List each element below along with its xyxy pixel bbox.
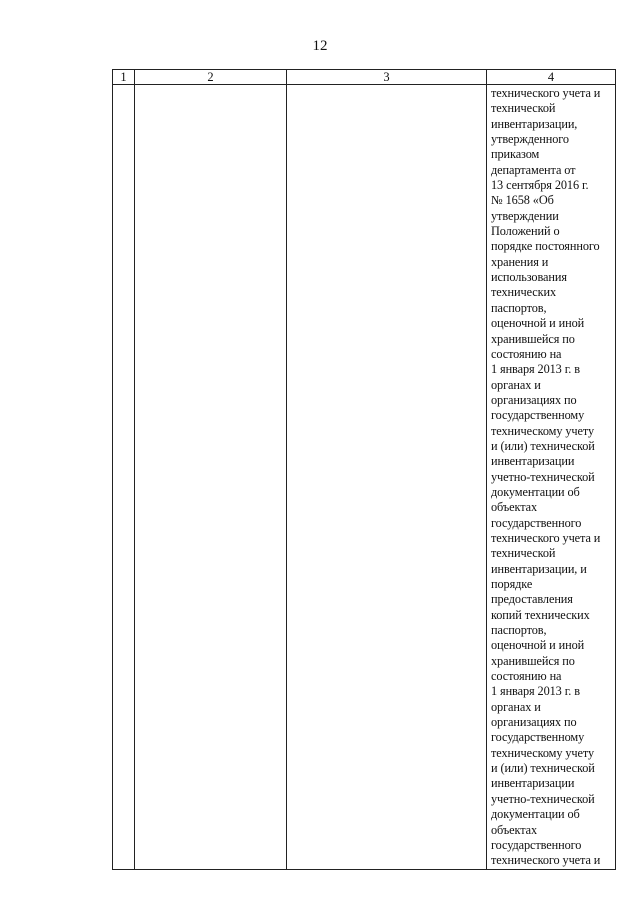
column-header-1: 1 [113, 70, 135, 85]
text-line: хранившейся по [491, 653, 575, 668]
text-line: технического учета и [491, 530, 601, 545]
text-line: технических [491, 285, 556, 300]
text-line: инвентаризации, и [491, 561, 587, 576]
text-line: порядке постоянного [491, 239, 600, 254]
text-line: № 1658 «Об [491, 193, 554, 208]
text-line: инвентаризации [491, 454, 575, 469]
text-line: органах и [491, 377, 541, 392]
text-line: технической [491, 101, 556, 116]
text-line: технического учета и [491, 853, 601, 868]
text-line: использования [491, 270, 567, 285]
text-line: хранившейся по [491, 331, 575, 346]
text-line: технической [491, 546, 556, 561]
text-line: государственному [491, 730, 585, 745]
text-line: 1 января 2013 г. в [491, 684, 580, 699]
text-line: предоставления [491, 592, 573, 607]
text-line: состоянию на [491, 346, 562, 361]
text-line: порядке [491, 577, 533, 591]
text-line: организациях по [491, 392, 577, 407]
text-line: учетно-технической [491, 791, 595, 806]
text-line: оценочной и иной [491, 316, 585, 331]
text-line: оценочной и иной [491, 638, 585, 653]
page-number: 12 [312, 38, 328, 54]
document-table [112, 69, 616, 870]
text-line: Положений о [491, 224, 560, 239]
text-line: 13 сентября 2016 г. [491, 178, 589, 193]
text-line: технического учета и [491, 86, 601, 100]
text-line: хранения и [491, 254, 549, 269]
text-line: учетно-технической [491, 469, 595, 484]
text-line: утверждении [491, 208, 559, 223]
column-header-4: 4 [487, 70, 616, 85]
text-line: государственного [491, 515, 582, 530]
text-line: паспортов, [491, 300, 547, 315]
cell-col-4-text [487, 85, 615, 869]
text-line: копий технических [491, 607, 590, 622]
text-line: 1 января 2013 г. в [491, 362, 580, 377]
text-line: и (или) технической [491, 761, 595, 776]
text-line: паспортов, [491, 623, 547, 638]
column-header-3: 3 [287, 70, 487, 85]
text-line: утвержденного [491, 132, 569, 147]
text-line: объектах [491, 822, 538, 837]
cell-col-4 [487, 85, 616, 870]
table-header-row [113, 70, 616, 85]
text-line: техническому учету [491, 423, 595, 438]
text-line: объектах [491, 500, 538, 515]
text-line: инвентаризации [491, 776, 575, 791]
cell-col-1 [113, 85, 135, 870]
text-line: техническому учету [491, 745, 595, 760]
text-line: организациях по [491, 715, 577, 730]
text-line: государственного [491, 837, 582, 852]
text-line: государственному [491, 408, 585, 423]
text-line: органах и [491, 699, 541, 714]
text-line: и (или) технической [491, 438, 595, 453]
column-header-2: 2 [135, 70, 287, 85]
text-line: документации об [491, 484, 580, 499]
text-line: департамента от [491, 162, 576, 177]
text-line: документации об [491, 807, 580, 822]
cell-col-3 [287, 85, 487, 870]
cell-col-2 [135, 85, 287, 870]
text-line: состоянию на [491, 669, 562, 684]
text-line: инвентаризации, [491, 116, 578, 131]
text-line: приказом [491, 147, 540, 162]
table-row [113, 85, 616, 870]
